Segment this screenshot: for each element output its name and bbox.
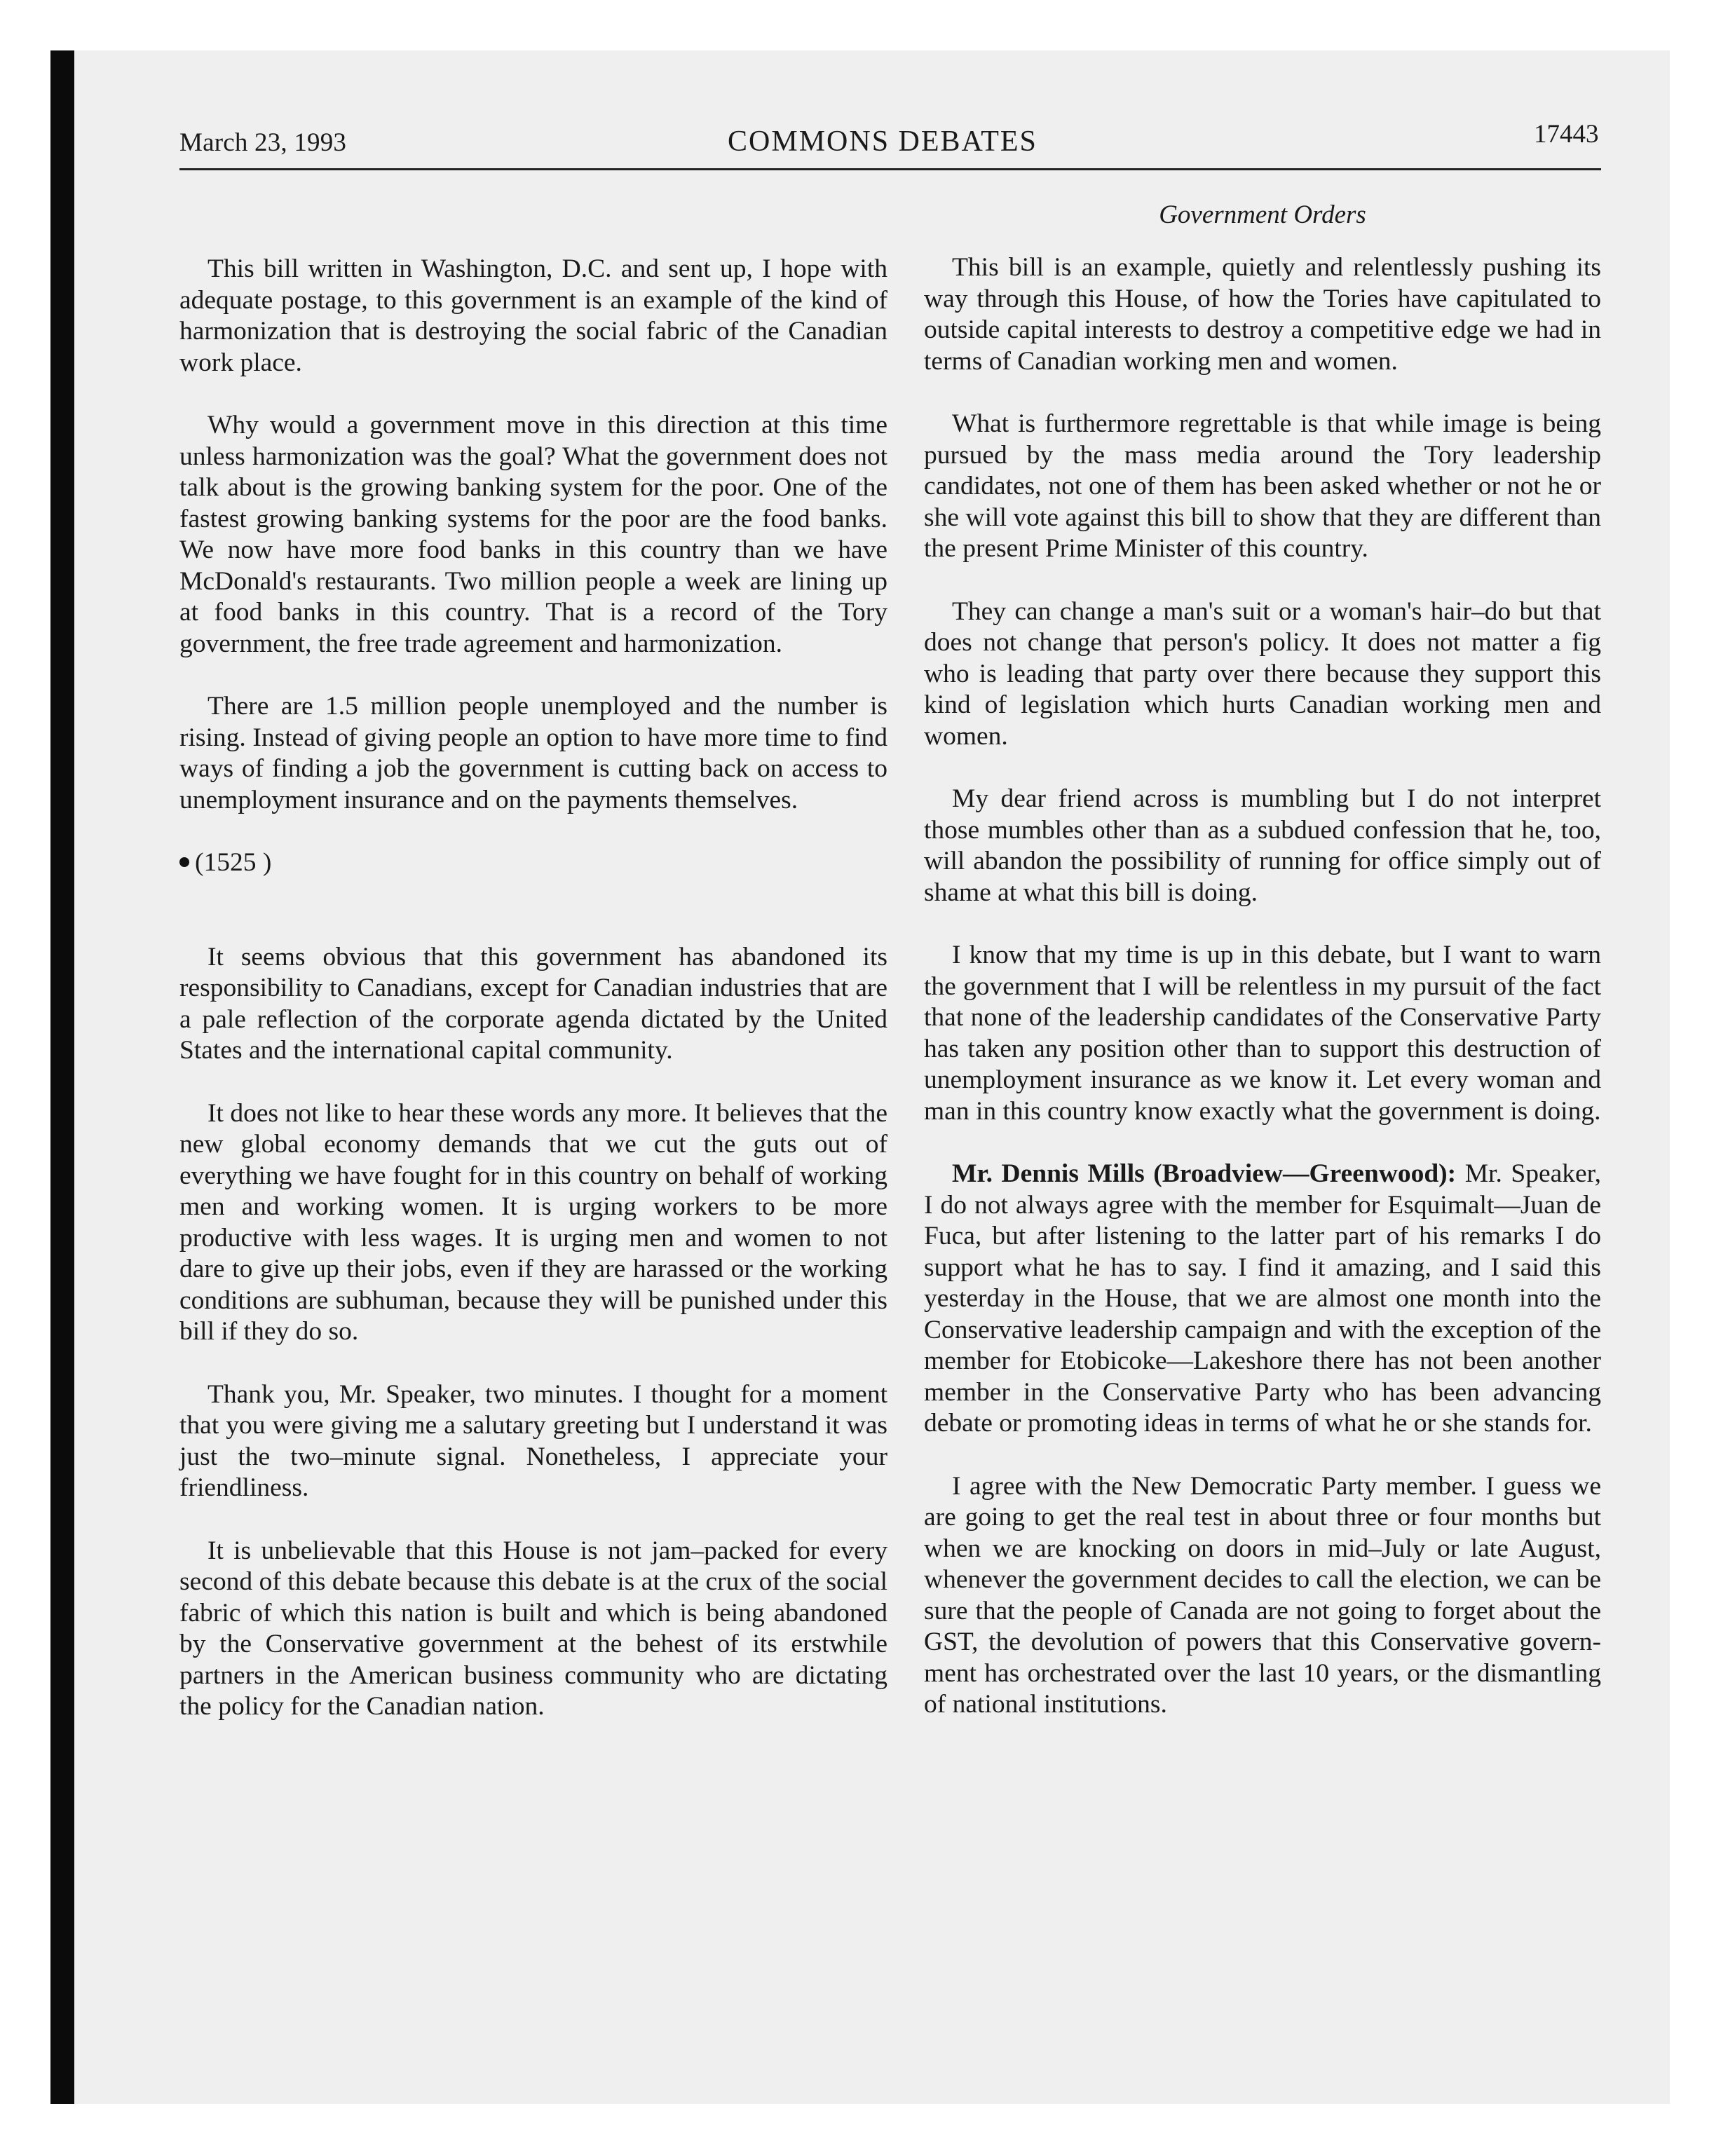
paragraph: This bill written in Washington, D.C. and sent up, I hope with adequate postage, to this government is an example of the kind of harmonization that is destroying the social fabric of the Canadian work place. xyxy=(179,254,887,377)
speech-text: Mr. Speaker, I do not always agree with the member for Esquimalt—Juan de Fuca, but after listening to the latter part of his remarks I do support what he has to say. I find it amazing, and I said this yesterday in the House, that we are almost one month into the Conservative leadership campaign and with the exception of the member for Etobicoke—Lakeshore there has not been another member in the Conservative Party who has been advancing debate or promoting ideas in terms of what he or she stands for. xyxy=(924,1159,1601,1438)
page-number: 17443 xyxy=(1534,120,1599,149)
paragraph: What is furthermore regrettable is that while image is being pursued by the mass media around the Tory leadership candidates, not one of them has been asked whether or not he or she will vote against this bill to show that they are different than the present Prime Minister of this country. xyxy=(924,409,1601,563)
paragraph: They can change a man's suit or a woman's hair–do but that does not change that person's policy. It does not matter a fig who is leading that party over there because they support this kind of legislation which hurts Canadian working men and women. xyxy=(924,596,1601,751)
left-column xyxy=(179,254,887,1754)
header-date: March 23, 1993 xyxy=(179,128,347,157)
speech xyxy=(924,1159,1601,1440)
paragraph: It does not like to hear these words any more. It believes that the new global economy demands that we cut the guts out of everything we have fought for in this country on behalf of working men and working women. It is urging workers to be more productive with less wages. It is urging men and women to not dare to give up their jobs, even if they are harassed or the working conditions are subhuman, because they will be punished under this bill if they do so. xyxy=(179,1098,887,1346)
paragraph: Thank you, Mr. Speaker, two minutes. I thought for a moment that you were giving me a salutary greeting but I understand it was just the two–minute signal. Nonetheless, I appreciate your friendliness. xyxy=(179,1379,887,1502)
time-marker-text: (1525 ) xyxy=(195,848,272,877)
time-marker xyxy=(179,847,887,879)
paragraph: My dear friend across is mumbling but I do not interpret those mumbles other than as a subdued confession that he, too, will abandon the possibility of running for office simply out of shame at what this bill is doing. xyxy=(924,784,1601,907)
paragraph: Why would a government move in this direction at this time unless harmonization was the goal? What the government does not talk about is the growing banking system for the poor. One of the fastest growing banking systems for the poor are the food banks. We now have more food banks in this country than we have McDonald's restaurants. Two million people a week are lining up at food banks in this country. That is a record of the Tory government, the free trade agreement and harmonization. xyxy=(179,411,887,658)
paragraph: I know that my time is up in this debate, but I want to warn the government that I will be relentless in my pursuit of the fact that none of the leadership candidates of the Conservative Party has taken any position other than to support this destruction of unemployment insurance as we know it. Let every woman and man in this country know exactly what the government is doing. xyxy=(924,941,1601,1126)
scan-border xyxy=(50,50,74,2104)
header-rule xyxy=(179,168,1601,170)
paragraph: This bill is an example, quietly and relentlessly pushing its way through this House, of how the Tories have capitulated to outside capital interests to destroy a competitive edge we had in terms of Canadian working men and women. xyxy=(924,253,1601,376)
right-column xyxy=(924,252,1601,1752)
header-title: COMMONS DEBATES xyxy=(728,125,1037,158)
speaker-name: Mr. Dennis Mills (Broadview—Greenwood): xyxy=(952,1159,1457,1188)
section-title: Government Orders xyxy=(1159,200,1366,229)
paragraph: There are 1.5 million people unemployed and the number is rising. Instead of giving people an option to have more time to find ways of finding a job the government is cutting back on access to unemployment insurance and on the payments themselves. xyxy=(179,692,887,814)
bullet-icon xyxy=(179,857,189,867)
paragraph: It is unbelievable that this House is not jam–packed for every second of this debate because this debate is at the crux of the social fabric of which this nation is built and which is being abandoned by the Conservative government at the behest of its erstwhile partners in the American business community who are dictating the policy for the Canadian nation. xyxy=(179,1536,887,1721)
paragraph: I agree with the New Democratic Party member. I guess we are going to get the real test in about three or four months but when we are knocking on doors in mid–July or late August, whenever the government decides to call the election, we can be sure that the people of Canada are not going to forget about the GST, the devolution of powers that this Conservative government has orchestrated over the last 10 years, or the dismantling of national institutions. xyxy=(924,1471,1601,1719)
paragraph: It seems obvious that this government has abandoned its responsibility to Canadians, except for Canadian industries that are a pale reflection of the corporate agenda dictated by the United States and the international capital community. xyxy=(179,942,887,1065)
